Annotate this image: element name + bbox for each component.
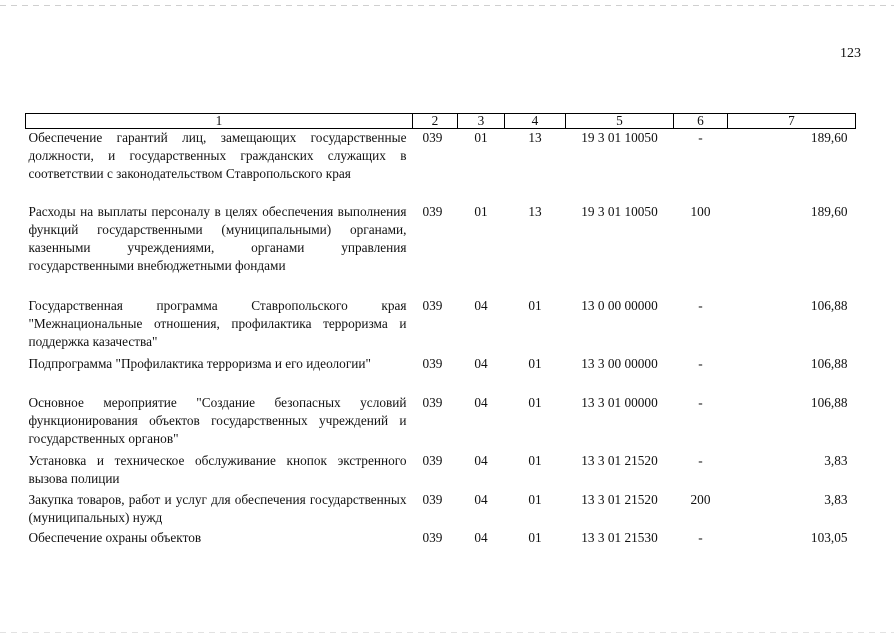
- row-target-article: 13 3 01 21520: [581, 453, 658, 468]
- row-section: 04: [474, 298, 488, 313]
- row-target-article: 13 3 01 21520: [581, 492, 658, 507]
- table-row: [26, 491, 856, 529]
- row-amount: 189,60: [810, 204, 848, 219]
- row-expense-type: -: [698, 453, 703, 468]
- row-admin-code: 039: [422, 492, 443, 507]
- row-expense-type: -: [698, 395, 703, 410]
- header-col-7: 7: [728, 114, 856, 129]
- row-subsection: 13: [528, 130, 542, 145]
- row-amount: 103,05: [810, 530, 848, 545]
- table-body: [26, 129, 856, 550]
- table-row: [26, 129, 856, 204]
- row-subsection: 01: [528, 395, 542, 410]
- row-admin-code: 039: [422, 395, 443, 410]
- row-section: 04: [474, 356, 488, 371]
- row-amount: 106,88: [810, 395, 848, 410]
- row-section: 01: [474, 130, 488, 145]
- row-target-article: 19 3 01 10050: [581, 130, 658, 145]
- row-subsection: 01: [528, 492, 542, 507]
- row-amount: 3,83: [824, 453, 848, 468]
- row-expense-type: -: [698, 530, 703, 545]
- row-name: Обеспечение охраны объектов: [28, 530, 202, 545]
- table-header: [26, 114, 856, 129]
- row-target-article: 19 3 01 10050: [581, 204, 658, 219]
- table-row: [26, 355, 856, 394]
- header-col-2: 2: [413, 114, 458, 129]
- table-row: [26, 297, 856, 355]
- row-admin-code: 039: [422, 356, 443, 371]
- row-section: 04: [474, 453, 488, 468]
- header-col-4: 4: [505, 114, 566, 129]
- row-amount: 106,88: [810, 298, 848, 313]
- row-target-article: 13 3 00 00000: [581, 356, 658, 371]
- row-amount: 106,88: [810, 356, 848, 371]
- row-name: Установка и техническое обслуживание кнопок экстренного вызова полиции: [28, 453, 407, 486]
- table-row: [26, 452, 856, 491]
- table-row: [26, 529, 856, 549]
- row-subsection: 01: [528, 453, 542, 468]
- page-number: 123: [840, 46, 861, 61]
- row-amount: 3,83: [824, 492, 848, 507]
- row-amount: 189,60: [810, 130, 848, 145]
- row-name: Основное мероприятие "Создание безопасных условий функционирования объектов государственных учреждений и государственных органов": [28, 395, 407, 446]
- row-section: 04: [474, 530, 488, 545]
- row-section: 04: [474, 395, 488, 410]
- row-admin-code: 039: [422, 453, 443, 468]
- header-col-1: 1: [26, 114, 413, 129]
- budget-table: [25, 113, 856, 549]
- row-admin-code: 039: [422, 204, 443, 219]
- row-section: 04: [474, 492, 488, 507]
- row-subsection: 13: [528, 204, 542, 219]
- row-expense-type: 100: [690, 204, 711, 219]
- row-expense-type: -: [698, 298, 703, 313]
- row-target-article: 13 0 00 00000: [581, 298, 658, 313]
- row-expense-type: -: [698, 356, 703, 371]
- row-name: Обеспечение гарантий лиц, замещающих государственные должности, и государственных гражданских служащих в соответствии с законодательством Ставропольского края: [28, 130, 407, 181]
- row-subsection: 01: [528, 356, 542, 371]
- row-name: Подпрограмма "Профилактика терроризма и его идеологии": [28, 356, 371, 371]
- scan-edge-top: [0, 5, 894, 6]
- row-admin-code: 039: [422, 530, 443, 545]
- row-name: Государственная программа Ставропольского края "Межнациональные отношения, профилактика терроризма и поддержка казачества": [28, 298, 407, 349]
- row-subsection: 01: [528, 530, 542, 545]
- row-section: 01: [474, 204, 488, 219]
- header-col-6: 6: [674, 114, 728, 129]
- row-expense-type: 200: [690, 492, 711, 507]
- row-admin-code: 039: [422, 130, 443, 145]
- row-expense-type: -: [698, 130, 703, 145]
- scan-edge-bottom: [0, 632, 894, 633]
- row-name: Закупка товаров, работ и услуг для обеспечения государственных (муниципальных) нужд: [28, 492, 407, 525]
- row-target-article: 13 3 01 00000: [581, 395, 658, 410]
- row-name: Расходы на выплаты персоналу в целях обеспечения выполнения функций государственными (муниципальными) органами, казенными учреждениями, органами управления государственными внебюджетными фондами: [28, 204, 407, 273]
- row-subsection: 01: [528, 298, 542, 313]
- table-row: [26, 394, 856, 452]
- row-target-article: 13 3 01 21530: [581, 530, 658, 545]
- header-col-5: 5: [566, 114, 674, 129]
- row-admin-code: 039: [422, 298, 443, 313]
- header-row: [26, 114, 856, 129]
- table-row: [26, 203, 856, 297]
- header-col-3: 3: [458, 114, 505, 129]
